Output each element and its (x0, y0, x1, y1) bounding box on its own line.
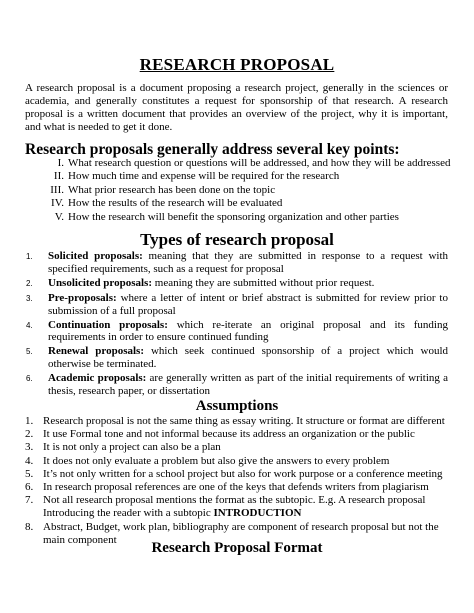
key-points-list (48, 157, 468, 224)
list-item: 3. Pre-proposals: where a letter of intent or brief abstract is submitted for review prior to submission of a full proposal (26, 291, 448, 317)
assumptions-list (25, 415, 448, 547)
types-list (24, 250, 448, 399)
list-item: 1. Research proposal is not the same thing as essay writing. It structure or format are different (25, 415, 445, 427)
list-item: 8. Abstract, Budget, work plan, bibliography are component of research proposal but not the main component (25, 520, 439, 546)
list-item: III. What prior research has been done on the topic (50, 183, 276, 196)
assumptions-heading: Assumptions (195, 398, 279, 414)
list-item: 5. Renewal proposals: which seek continued sponsorship of a project which would otherwise be terminated. (26, 345, 448, 371)
list-item: 4. Continuation proposals: which re-iterate an original proposal and its funding requirements in order to ensure continued funding (26, 318, 448, 344)
list-item: V. How the research will benefit the sponsoring organization and other parties (54, 210, 399, 223)
list-item: IV. How the results of the research will be evaluated (51, 197, 283, 210)
list-item: I. What research question or questions will be addressed, and how they will be addressed (57, 157, 451, 169)
list-item: 5. It’s not only written for a school project but also for work purpose or a conference meeting (25, 467, 443, 480)
document-title: RESEARCH PROPOSAL (139, 55, 335, 74)
types-heading: Types of research proposal (140, 230, 334, 249)
list-item: 2. It use Formal tone and not informal because its address an organization or the public (25, 428, 415, 441)
list-item: II. How much time and expense will be required for the research (53, 170, 340, 183)
list-item: 4. It does not only evaluate a problem but also give the answers to every problem (25, 454, 390, 467)
intro-paragraph: A research proposal is a document proposing a research project, generally in the sciences or academia, and generally constitutes a request for sponsorship of that research. A research proposal is a written document that provides an overview of the project, why it is important, and what is needed to get it done. (25, 82, 448, 133)
list-item: 2. Unsolicited proposals: meaning they are submitted without prior request. (26, 276, 375, 289)
list-item: 6. In research proposal references are one of the keys that defends writers from plagiarism (25, 481, 429, 494)
list-item: 3. It is not only a project can also be a plan (25, 441, 221, 454)
key-points-heading: Research proposals generally address several key points: (25, 141, 400, 158)
list-item: 6. Academic proposals: are generally written as part of the initial requirements of writing a thesis, research paper, or dissertation (26, 372, 448, 397)
format-heading: Research Proposal Format (151, 540, 323, 556)
list-item: 1. Solicited proposals: meaning that they are submitted in response to a request with specified requirements, such as a request for proposal (26, 250, 449, 275)
list-item: 7. Not all research proposal mentions the format as the subtopic. E.g. A research proposal Introducing the reader with a subtopic INTRODUCTION (25, 494, 426, 520)
